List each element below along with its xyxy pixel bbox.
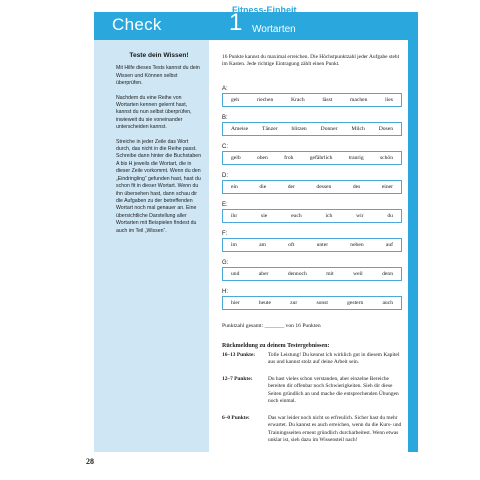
word-item[interactable]: am bbox=[259, 242, 266, 248]
exercise-letter: E: bbox=[222, 202, 228, 208]
word-box bbox=[222, 180, 402, 194]
word-item[interactable]: aber bbox=[258, 271, 269, 277]
word-item[interactable]: mit bbox=[326, 271, 334, 277]
exercise-letter: A: bbox=[222, 86, 228, 92]
check-heading: Check bbox=[112, 15, 162, 34]
unit-title: Wortarten bbox=[252, 24, 296, 35]
word-item[interactable]: zur bbox=[290, 300, 298, 306]
feedback-item bbox=[222, 376, 402, 406]
word-item[interactable]: Ameise bbox=[231, 126, 249, 132]
word-item[interactable]: euch bbox=[291, 213, 302, 219]
word-item[interactable]: froh bbox=[284, 155, 294, 161]
word-item[interactable]: dessen bbox=[316, 184, 332, 190]
exercise-row bbox=[222, 172, 402, 194]
word-item[interactable]: riechen bbox=[256, 97, 274, 103]
exercise-letter: B: bbox=[222, 115, 228, 121]
word-item[interactable]: und bbox=[231, 271, 240, 277]
exercise-letter: F: bbox=[222, 231, 228, 237]
word-item[interactable]: gestern bbox=[347, 300, 364, 306]
feedback-item bbox=[222, 415, 402, 445]
word-item[interactable]: gelb bbox=[231, 155, 241, 161]
word-box bbox=[222, 238, 402, 252]
exercise-letter: D: bbox=[222, 173, 228, 179]
word-item[interactable]: auf bbox=[385, 242, 393, 248]
page-number: 28 bbox=[86, 457, 94, 466]
exercise-row bbox=[222, 201, 402, 223]
word-item[interactable]: gefährlich bbox=[309, 155, 333, 161]
feedback-label: 6–0 Punkte: bbox=[222, 415, 250, 421]
word-item[interactable]: sonst bbox=[316, 300, 328, 306]
word-item[interactable]: Krach bbox=[290, 97, 305, 103]
word-item[interactable]: ich bbox=[325, 213, 333, 219]
word-item[interactable]: sie bbox=[261, 213, 268, 219]
word-item[interactable]: schön bbox=[379, 155, 393, 161]
exercise-letter: C: bbox=[222, 144, 228, 150]
word-item[interactable]: machen bbox=[350, 97, 368, 103]
word-item[interactable]: Tänzer bbox=[262, 126, 278, 132]
sidebar-paragraph: Nachdem du eine Reihe von Wortarten kennen gelernt hast, kannst du nun selbst überprüfen, inwieweit du sie voneinander unterscheiden kannst. bbox=[116, 94, 192, 131]
sidebar-text bbox=[116, 52, 202, 242]
total-score-line: Punktzahl gesamt: _______ von 16 Punkten bbox=[222, 323, 321, 329]
word-item[interactable]: hier bbox=[231, 300, 240, 306]
exercise-row bbox=[222, 143, 402, 165]
exercise-letter: H: bbox=[222, 289, 228, 295]
word-item[interactable]: heute bbox=[258, 300, 271, 306]
sidebar-heading: Teste dein Wissen! bbox=[129, 52, 189, 59]
word-item[interactable]: dennoch bbox=[287, 271, 307, 277]
word-item[interactable]: Donner bbox=[320, 126, 338, 132]
word-item[interactable]: Milch bbox=[351, 126, 365, 132]
exercise-letter: G: bbox=[222, 260, 229, 266]
feedback-label: 16–13 Punkte: bbox=[222, 352, 256, 358]
word-item[interactable]: lässt bbox=[322, 97, 333, 103]
word-item[interactable]: einer bbox=[381, 184, 393, 190]
word-item[interactable]: du bbox=[387, 213, 393, 219]
feedback-text: Das war leider noch nicht so erfreulich. Sicher hast du mehr erwartet. Du kannst es auch erreichen, wenn du die Kurs- und Trainingsseiten erneut gründlich durcharbeitest. Wenn etwas unklar ist, sieh dazu im Wissensteil nach! bbox=[268, 415, 402, 444]
word-box bbox=[222, 296, 402, 310]
word-item[interactable]: neben bbox=[350, 242, 364, 248]
exercise-row bbox=[222, 230, 402, 252]
word-item[interactable]: denn bbox=[382, 271, 393, 277]
word-item[interactable]: blitzen bbox=[291, 126, 307, 132]
word-item[interactable]: im bbox=[231, 242, 237, 248]
word-item[interactable]: Dosen bbox=[378, 126, 393, 132]
feedback-item bbox=[222, 352, 402, 367]
exercise-row bbox=[222, 114, 402, 136]
word-item[interactable]: die bbox=[259, 184, 267, 190]
right-edge-strip bbox=[408, 40, 418, 452]
word-item[interactable]: ein bbox=[231, 184, 238, 190]
word-box bbox=[222, 267, 402, 281]
feedback-text: Tolle Leistung! Du kennst ich wirklich gut in diesem Kapitel aus und kannst stolz auf deine Arbeit sein. bbox=[268, 352, 400, 366]
word-item[interactable]: der bbox=[287, 184, 295, 190]
sidebar-paragraph: Mit Hilfe dieses Tests kannst du dein Wissen und Können selbst überprüfen. bbox=[116, 65, 200, 87]
word-item[interactable]: lies bbox=[385, 97, 393, 103]
exercise-row bbox=[222, 288, 402, 310]
feedback-text: Du hast vieles schon verstanden, aber einzelne Bereiche bereiten dir offenbar noch Schwierigkeiten. Sieh dir diese Seiten gründlich an und mache die entsprechenden Übungen noch einmal. bbox=[268, 376, 399, 405]
sidebar-paragraph: Streiche in jeder Zeile das Wort durch, das nicht in die Reihe passt. Schreibe dann hinter die Buchstaben A bis H jeweils die Wortart, die in dieser Zeile vorkommt. Wenn du den „Eindringling“ gefunden hast, hast du schon fit in dieser Wortart. Wenn du ihn übersehen hast, dann schau dir die Aufgaben zu der betreffenden Wortart noch mal genauer an. Eine übersichtliche Darstellung aller Wortarten mit Beispielen findest du auch im Teil „Wissen“. bbox=[116, 138, 202, 234]
exercise-row bbox=[222, 85, 402, 107]
word-box bbox=[222, 209, 402, 223]
word-item[interactable]: weil bbox=[353, 271, 363, 277]
feedback-title: Rückmeldung zu deinem Testergebnissen: bbox=[222, 343, 330, 349]
word-item[interactable]: geh bbox=[231, 97, 240, 103]
word-box bbox=[222, 151, 402, 165]
word-item[interactable]: ihr bbox=[231, 213, 238, 219]
word-box bbox=[222, 122, 402, 136]
word-item[interactable]: oben bbox=[256, 155, 268, 161]
exercise-row bbox=[222, 259, 402, 281]
word-item[interactable]: des bbox=[352, 184, 361, 190]
word-item[interactable]: wir bbox=[356, 213, 364, 219]
word-box bbox=[222, 93, 402, 107]
word-item[interactable]: unter bbox=[316, 242, 329, 248]
intro-text: 16 Punkte kannst du maximal erreichen. Die Höchstpunktzahl jeder Aufgabe steht im Kasten. Jede richtige Eintragung zählt einen Punkt. bbox=[222, 54, 400, 68]
unit-subtitle: Fitness-Einheit bbox=[232, 5, 297, 15]
unit-number: 1 bbox=[229, 9, 243, 36]
feedback-label: 12–7 Punkte: bbox=[222, 376, 253, 382]
word-item[interactable]: oft bbox=[288, 242, 295, 248]
word-item[interactable]: traurig bbox=[348, 155, 364, 161]
word-item[interactable]: auch bbox=[382, 300, 393, 306]
